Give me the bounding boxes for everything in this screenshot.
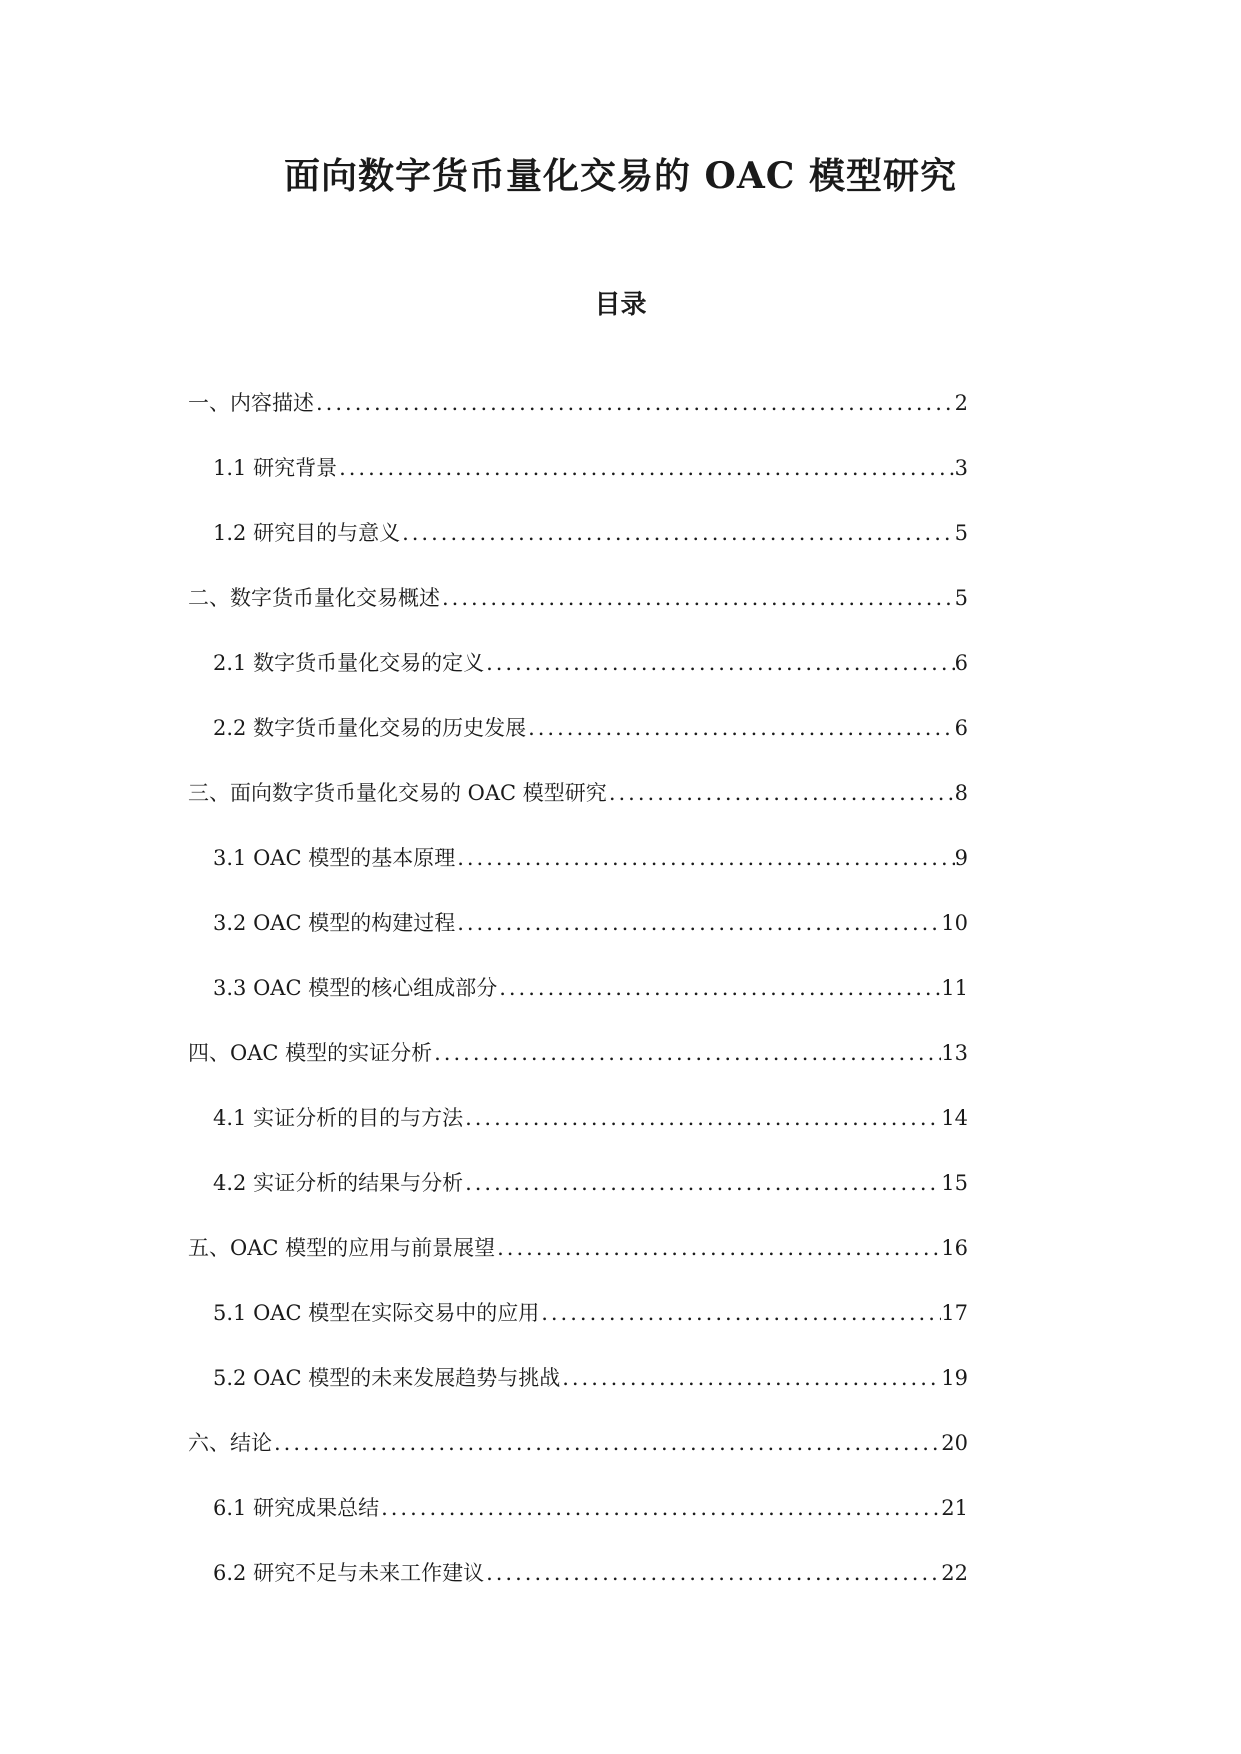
toc-leader-dots [455,911,941,935]
toc-leader-dots [463,1106,941,1130]
toc-entry-page-number: 15 [941,1171,968,1195]
toc-entry-page-number: 16 [941,1236,968,1260]
toc-entry-label: 六、结论 [188,1431,272,1455]
toc-entry-page-number: 10 [941,911,968,935]
toc-entry-label: 3.3 OAC 模型的核心组成部分 [213,976,498,1000]
toc-leader-dots [463,1171,941,1195]
toc-subsection-entry[interactable] [188,517,968,582]
toc-entry-label: 二、数字货币量化交易概述 [188,586,440,610]
toc-subsection-entry[interactable] [188,647,968,712]
toc-entry-label: 2.2 数字货币量化交易的历史发展 [213,716,527,740]
toc-subsection-entry[interactable] [188,712,968,777]
toc-entry-page-number: 14 [941,1106,968,1130]
toc-entry-label: 3.2 OAC 模型的构建过程 [213,911,456,935]
toc-subsection-entry[interactable] [188,452,968,517]
toc-leader-dots [495,1236,941,1260]
toc-subsection-entry[interactable] [188,1167,968,1232]
toc-leader-dots [432,1041,941,1065]
toc-entry-label: 1.1 研究背景 [213,456,338,480]
toc-leader-dots [337,456,955,480]
toc-leader-dots [379,1496,941,1520]
toc-entry-label: 4.2 实证分析的结果与分析 [213,1171,464,1195]
toc-leader-dots [526,716,955,740]
toc-entry-label: 5.1 OAC 模型在实际交易中的应用 [213,1301,540,1325]
toc-entry-page-number: 19 [941,1366,968,1390]
toc-section-entry[interactable] [188,1232,968,1297]
table-of-contents [188,387,968,1622]
toc-entry-label: 2.1 数字货币量化交易的定义 [213,651,485,675]
toc-entry-page-number: 11 [941,976,968,1000]
toc-subsection-entry[interactable] [188,1362,968,1427]
toc-leader-dots [400,521,955,545]
toc-entry-label: 一、内容描述 [188,391,314,415]
toc-heading: 目录 [594,290,647,320]
toc-subsection-entry[interactable] [188,1102,968,1167]
toc-subsection-entry[interactable] [188,907,968,972]
toc-leader-dots [539,1301,941,1325]
toc-subsection-entry[interactable] [188,1557,968,1622]
toc-entry-page-number: 8 [954,781,968,805]
toc-entry-page-number: 2 [954,391,968,415]
toc-entry-page-number: 9 [954,846,968,870]
toc-leader-dots [455,846,954,870]
toc-entry-label: 1.2 研究目的与意义 [213,521,401,545]
toc-subsection-entry[interactable] [188,1297,968,1362]
toc-leader-dots [440,586,955,610]
toc-entry-label: 四、OAC 模型的实证分析 [188,1041,433,1065]
toc-leader-dots [484,651,955,675]
document-title: 面向数字货币量化交易的 OAC 模型研究 [283,155,957,197]
toc-leader-dots [607,781,955,805]
toc-entry-label: 6.1 研究成果总结 [213,1496,380,1520]
toc-section-entry[interactable] [188,387,968,452]
toc-entry-page-number: 20 [941,1431,968,1455]
toc-section-entry[interactable] [188,582,968,647]
toc-entry-page-number: 5 [954,521,968,545]
toc-entry-page-number: 13 [941,1041,968,1065]
toc-entry-label: 3.1 OAC 模型的基本原理 [213,846,456,870]
toc-entry-page-number: 17 [941,1301,968,1325]
toc-entry-page-number: 6 [954,716,968,740]
toc-entry-label: 6.2 研究不足与未来工作建议 [213,1561,485,1585]
toc-section-entry[interactable] [188,1427,968,1492]
toc-subsection-entry[interactable] [188,842,968,907]
toc-entry-label: 4.1 实证分析的目的与方法 [213,1106,464,1130]
toc-leader-dots [272,1431,941,1455]
toc-entry-label: 三、面向数字货币量化交易的 OAC 模型研究 [188,781,607,805]
toc-entry-page-number: 5 [954,586,968,610]
toc-section-entry[interactable] [188,777,968,842]
toc-leader-dots [484,1561,941,1585]
toc-leader-dots [314,391,955,415]
toc-subsection-entry[interactable] [188,1492,968,1557]
toc-entry-page-number: 6 [954,651,968,675]
toc-entry-label: 5.2 OAC 模型的未来发展趋势与挑战 [213,1366,561,1390]
toc-leader-dots [560,1366,941,1390]
toc-entry-page-number: 22 [941,1561,968,1585]
toc-leader-dots [497,976,941,1000]
toc-entry-page-number: 3 [954,456,968,480]
toc-subsection-entry[interactable] [188,972,968,1037]
toc-entry-label: 五、OAC 模型的应用与前景展望 [188,1236,496,1260]
toc-section-entry[interactable] [188,1037,968,1102]
toc-entry-page-number: 21 [941,1496,968,1520]
